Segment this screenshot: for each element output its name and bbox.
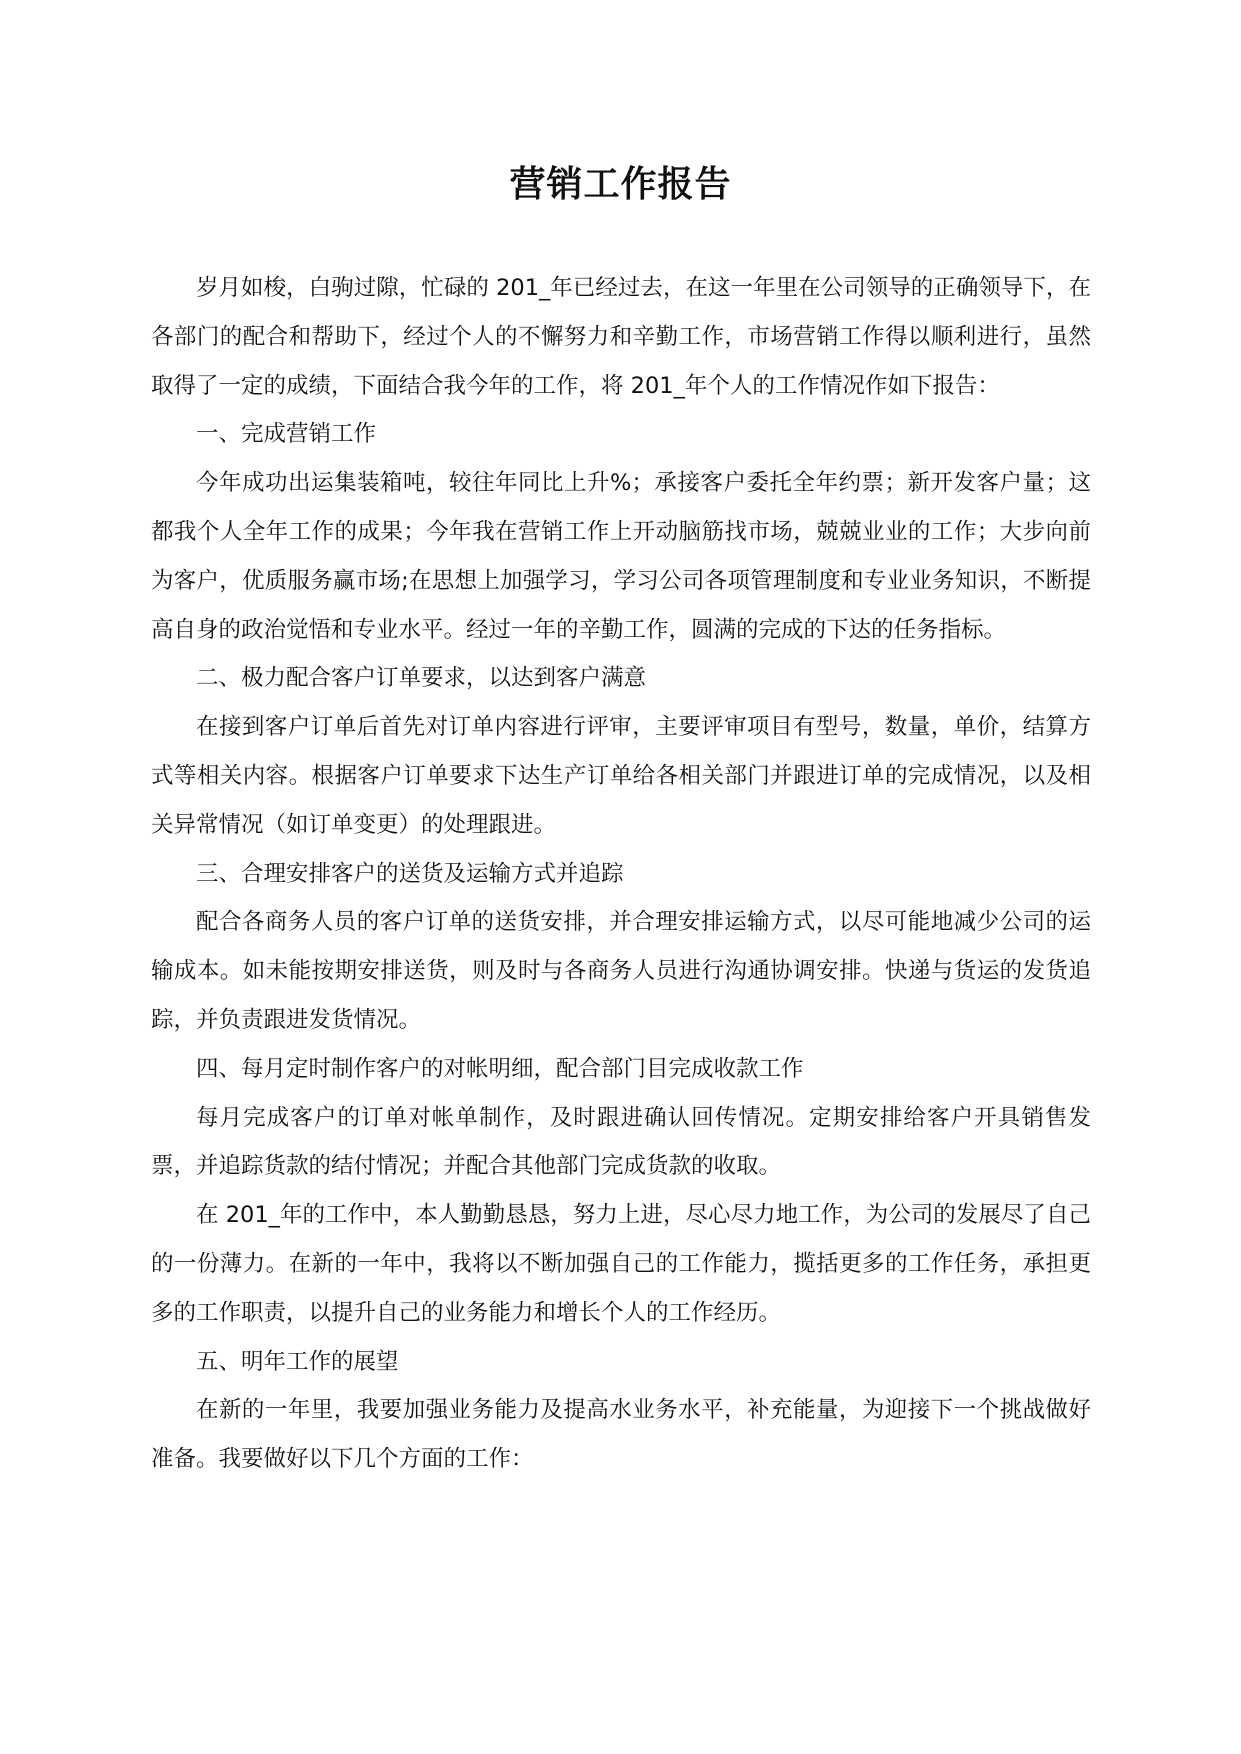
section-1-paragraph: 今年成功出运集装箱吨，较往年同比上升%；承接客户委托全年约票；新开发客户量；这都我个人全年工作的成果；今年我在营销工作上开动脑筋找市场，兢兢业业的工作；大步向前为客户，优质服务赢市场;在思想上加强学习，学习公司各项管理制度和专业业务知识，不断提高自身的政治觉悟和专业水平。经过一年的辛勤工作，圆满的完成的下达的任务指标。 <box>151 470 1091 643</box>
section-heading-1: 一、完成营销工作 <box>196 421 377 448</box>
section-heading-5: 五、明年工作的展望 <box>196 1348 399 1375</box>
section-heading-4: 四、每月定时制作客户的对帐明细，配合部门目完成收款工作 <box>196 1055 804 1082</box>
intro-paragraph: 岁月如梭，白驹过隙，忙碌的 201_年已经过去，在这一年里在公司领导的正确领导下，在各部门的配合和帮助下，经过个人的不懈努力和辛勤工作，市场营销工作得以顺利进行，虽然取得了一定的成绩，下面结合我今年的工作，将 201_年个人的工作情况作如下报告： <box>151 275 1091 399</box>
summary-paragraph: 在 201_年的工作中，本人勤勤恳恳，努力上进，尽心尽力地工作，为公司的发展尽了自己的一份薄力。在新的一年中，我将以不断加强自己的工作能力，揽括更多的工作任务，承担更多的工作职责，以提升自己的业务能力和增长个人的工作经历。 <box>151 1202 1091 1326</box>
section-heading-2: 二、极力配合客户订单要求，以达到客户满意 <box>196 665 647 692</box>
section-5-paragraph: 在新的一年里，我要加强业务能力及提高水业务水平，补充能量，为迎接下一个挑战做好准备。我要做好以下几个方面的工作： <box>151 1397 1091 1473</box>
document-title: 营销工作报告 <box>509 164 732 205</box>
section-3-paragraph: 配合各商务人员的客户订单的送货安排，并合理安排运输方式，以尽可能地减少公司的运输成本。如未能按期安排送货，则及时与各商务人员进行沟通协调安排。快递与货运的发货追踪，并负责跟进发货情况。 <box>151 909 1091 1033</box>
section-4-paragraph: 每月完成客户的订单对帐单制作，及时跟进确认回传情况。定期安排给客户开具销售发票，并追踪货款的结付情况；并配合其他部门完成货款的收取。 <box>151 1104 1091 1180</box>
section-heading-3: 三、合理安排客户的送货及运输方式并追踪 <box>196 860 624 887</box>
document-body <box>151 264 1091 1484</box>
section-2-paragraph: 在接到客户订单后首先对订单内容进行评审，主要评审项目有型号，数量，单价，结算方式等相关内容。根据客户订单要求下达生产订单给各相关部门并跟进订单的完成情况，以及相关异常情况（如订单变更）的处理跟进。 <box>151 714 1091 838</box>
